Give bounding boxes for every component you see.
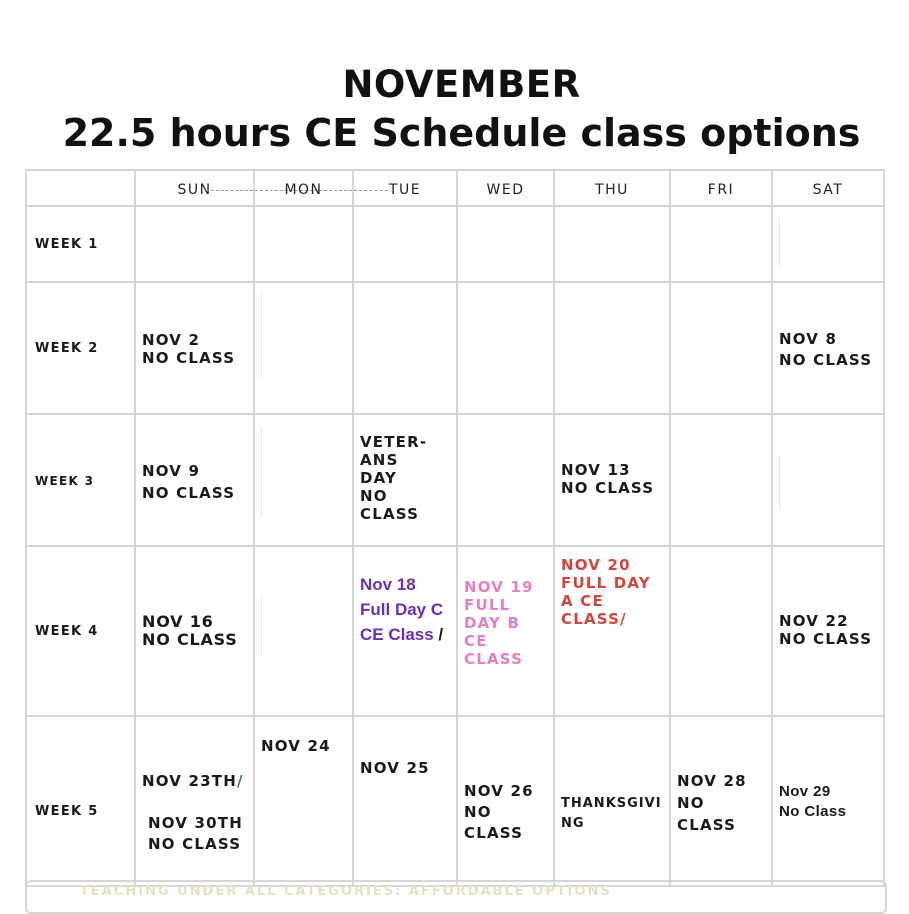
cell-entry: NOV 28 NO CLASS [677,772,747,834]
day-header-label: WED [486,182,525,198]
week-label-cell [26,546,135,716]
cell-entry: NOV 24 [261,737,331,755]
day-header-label: MON [284,182,323,198]
day-cell [670,282,772,414]
day-cell [554,282,670,414]
page-subtitle: 22.5 hours CE Schedule class options [62,111,861,155]
day-cell [457,716,554,886]
week-label: WEEK 4 [35,624,99,639]
cell-entry: NOV 8 NO CLASS [779,330,873,369]
day-cell [254,414,353,546]
day-header-sun [135,170,254,206]
day-cell [457,282,554,414]
page-title: NOVEMBER [342,63,581,106]
day-cell [772,716,884,886]
class-c-entry [360,572,443,647]
day-cell [554,414,670,546]
week-label-cell [26,206,135,282]
day-cell [353,414,457,546]
dashed-divider [206,190,253,191]
date-text: NOV 23TH [142,772,237,790]
faint-mark [261,597,262,657]
day-cell [135,206,254,282]
slash-separator: / [237,772,244,790]
day-cell [554,546,670,716]
day-cell [670,206,772,282]
cell-entry: THANKSGIVI NG [561,796,662,831]
day-cell [135,282,254,414]
cell-entry: NOV 13 NO CLASS [561,461,655,497]
day-header-mon [254,170,353,206]
day-header-label: SUN [177,182,212,198]
day-cell [135,414,254,546]
day-cell [670,414,772,546]
day-header-sat [772,170,884,206]
day-header-fri [670,170,772,206]
week-label: WEEK 1 [35,237,99,252]
day-header-label: THU [595,182,629,198]
day-cell [353,206,457,282]
header-corner [26,170,135,206]
day-cell [135,716,254,886]
faint-mark [779,455,780,510]
day-cell [670,716,772,886]
day-header-tue [353,170,457,206]
day-cell [554,206,670,282]
cell-entry: NOV 16 NO CLASS [142,612,238,649]
day-header-label: TUE [388,182,422,198]
cell-entry: NOV 22 NO CLASS [779,612,873,648]
day-cell [254,282,353,414]
cell-entry: VETER- ANS DAY NO CLASS [360,433,428,523]
week-label: WEEK 3 [35,474,95,488]
slash-separator: / [433,625,444,644]
day-header-label: SAT [812,182,844,198]
calendar-grid [25,169,885,887]
class-c-text: Nov 18 Full Day C CE Class [360,575,444,644]
day-cell [554,716,670,886]
day-cell [254,206,353,282]
day-cell [772,546,884,716]
week-label-cell [26,716,135,886]
cell-entry [142,772,244,790]
week-label-cell [26,414,135,546]
faint-mark [261,293,262,378]
day-cell [254,546,353,716]
day-cell [457,546,554,716]
week-label: WEEK 5 [35,804,99,819]
cell-entry: NOV 30TH NO CLASS [148,814,243,853]
day-cell [670,546,772,716]
day-header-thu [554,170,670,206]
cell-entry: NOV 25 [360,759,430,777]
cell-entry: NOV 2 NO CLASS [142,331,236,367]
week-label-cell [26,282,135,414]
day-cell [353,546,457,716]
day-cell [254,716,353,886]
day-cell [457,414,554,546]
day-cell [353,282,457,414]
day-cell [772,206,884,282]
day-cell [772,282,884,414]
week-label: WEEK 2 [35,341,99,356]
cell-entry: Nov 29 No Class [779,783,847,820]
day-cell [772,414,884,546]
cell-entry: NOV 9 NO CLASS [142,462,236,502]
day-cell [353,716,457,886]
footer-text: TEACHING UNDER ALL CATEGORIES: AFFORDABLE OPTIONS [80,884,612,899]
day-header-wed [457,170,554,206]
class-b-entry: NOV 19 FULL DAY B CE CLASS [464,578,534,668]
day-cell [457,206,554,282]
faint-mark [261,427,262,517]
faint-mark [779,217,780,267]
class-a-entry: NOV 20 FULL DAY A CE CLASS/ [561,556,651,628]
day-cell [135,546,254,716]
day-header-label: FRI [707,182,735,198]
cell-entry: NOV 26 NO CLASS [464,782,534,842]
